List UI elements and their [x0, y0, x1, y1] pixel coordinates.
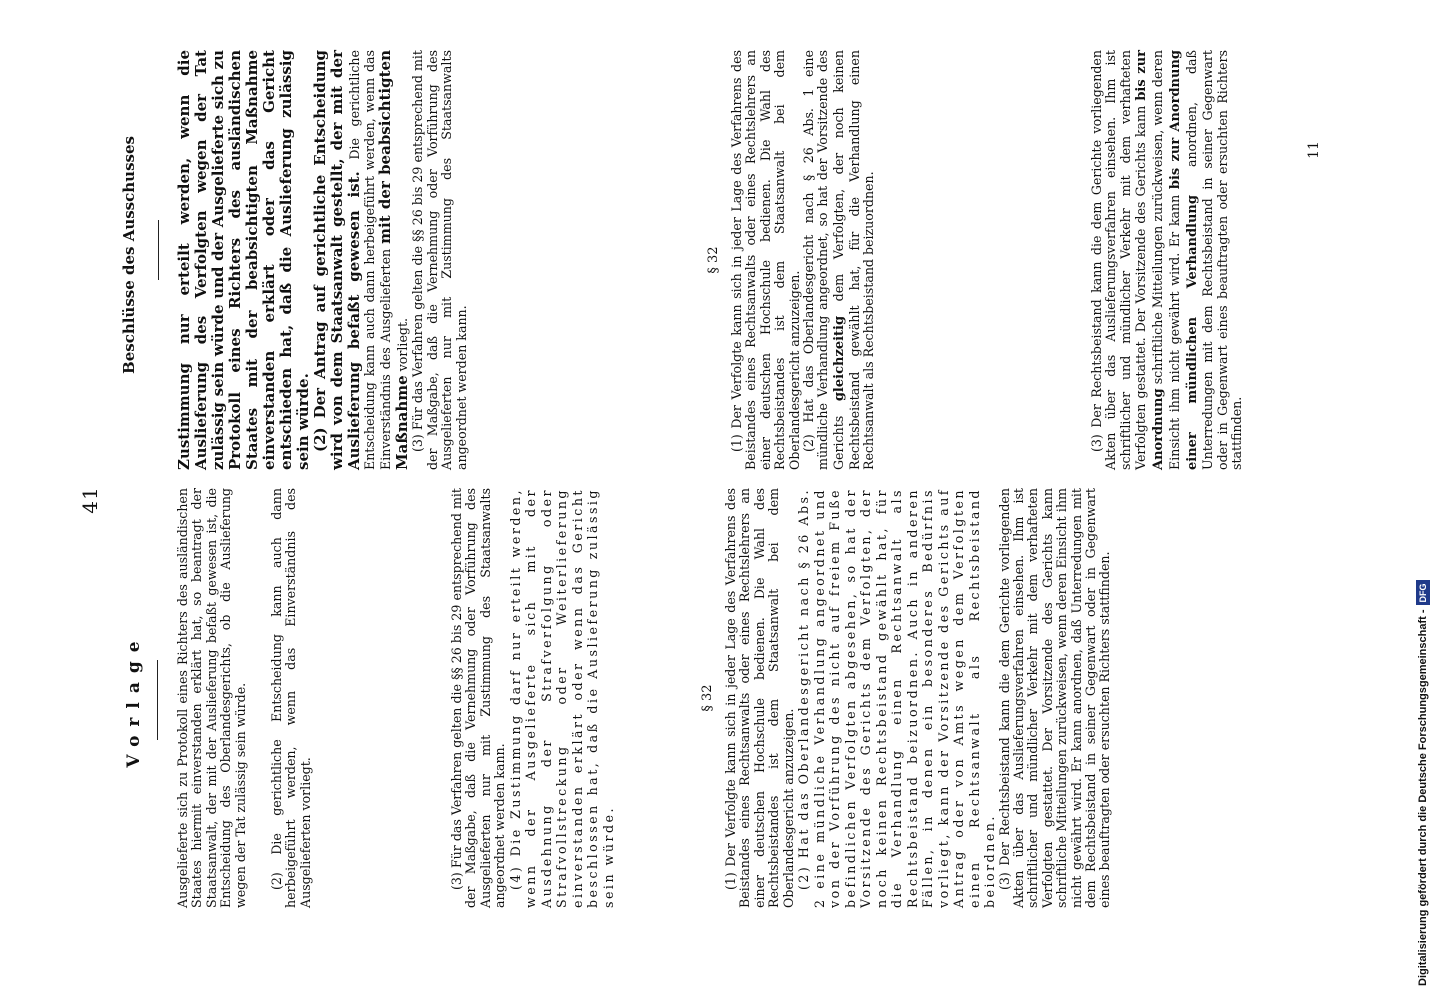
right-text: (2) Hat das Oberlandesgericht nach § 26 Abs. 1 eine mündliche Verhandlung angeordnet, so hat der Vorsitzende des Gerichts [801, 50, 846, 470]
left-paragraph: Ausgelieferte sich zu Protokoll eines Richters des ausländischen Staates hiermit einverstanden erklärt hat, so beantragt der Staatsanwalt, der mit der Auslieferung befaßt gewesen ist, die Entscheidung des Oberlandesgerichts, ob die Auslieferung wegen der Tat zulässig sein würde. [175, 488, 248, 908]
right-text: anordnen, daß Unterredungen mit dem Rechtsbeistand in seiner Gegenwart oder in Gegenwart eines beauftragten oder ersuchten Richters stattfinden. [1184, 50, 1245, 470]
right-text: schriftliche Mitteilungen zurückweisen, wenn deren Einsicht ihm nicht gewährt wird. Er kann [1150, 50, 1183, 470]
left-column-block-2 [450, 488, 616, 908]
left-paragraph: (2) Die gerichtliche Entscheidung kann auch dann herbeigeführt werden, wenn das Einverständnis des Ausgelieferten vorliegt. [269, 488, 313, 908]
left-column-block-3 [724, 488, 1113, 908]
right-text: Die gerichtliche Entscheidung kann auch dann herbeigeführt werden, wenn das Einverständnis des Ausgelieferten [347, 50, 394, 470]
right-column-block-3 [1090, 50, 1244, 470]
dfg-logo: DFG [1416, 580, 1430, 605]
left-paragraph: (3) Der Rechtsbeistand kann die dem Gerichte vorliegenden Akten über das Auslieferungsverfahren einsehen. Ihm ist schriftlicher und mündlicher Verkehr mit dem verhafteten Verfolgten gestattet. Der Vorsitzende des Gerichts kann schriftliche Mitteilungen zurückweisen, wenn deren Einsicht ihm nicht gewährt wird. Er kann anordnen, daß Unterredungen mit dem Rechtsbeistand in seiner Gegenwart oder in Gegenwart eines beauftragten oder ersuchten Richters stattfinden. [996, 488, 1113, 908]
right-paragraph [312, 50, 411, 470]
right-bold-text: mit der beabsichtigten Maßnahme [376, 50, 412, 470]
right-bold-text: gleichzeitig [831, 315, 847, 402]
right-text: (3) Der Rechtsbeistand kann die dem Gerichte vorliegenden Akten über das Auslieferungsverfahren einsehen. Ihm ist schriftlicher und mündlicher Verkehr mit dem verhafteten Verfolgten gestattet. Der Vorsitzende des Gerichts kann [1089, 50, 1149, 470]
right-heading-rule [158, 220, 159, 280]
right-paragraph-bold: Zustimmung nur erteilt werden, wenn die Auslieferung des Verfolgten wegen der Tat zulässig sein würde und der Ausgelieferte sich zu Protokoll eines Richters des ausländischen Staates mit der beabsichtigten Maßnahme einverstanden erklärt oder das Gericht entschieden hat, daß die Auslieferung zulässig sein würde. [175, 50, 312, 470]
left-heading-rule [157, 660, 158, 740]
right-bold-text: bis zur Anordnung einer mündlichen Verhandlung [1168, 50, 1201, 470]
right-paragraph: (3) Für das Verfahren gelten die §§ 26 bis 29 entsprechend mit der Maßgabe, daß die Vernehmung oder Vorführung des Ausgelieferten nur mit Zustimmung des Staatsanwalts angeordnet werden kann. [410, 50, 469, 470]
left-column-block-1 [176, 488, 313, 908]
right-bold-text: (2) Der Antrag auf gerichtliche Entscheidung wird von dem Staatsanwalt gestellt, der mit der Auslieferung befaßt gewesen ist. [311, 50, 363, 470]
credit-text: Digitalisierung gefördert durch die Deutsche Forschungsgemeinschaft - [1417, 609, 1429, 986]
right-paragraph [1090, 50, 1244, 470]
right-text: vorliegt. [395, 317, 411, 372]
right-column-block-2 [730, 50, 877, 470]
credit-line [1412, 0, 1434, 1000]
right-bold-text: bis zur Anordnung [1134, 50, 1167, 470]
left-paragraph: (4) Die Zustimmung darf nur erteilt werden, wenn der Ausgelieferte sich mit der Ausdehnung der Strafverfolgung oder Strafvollstreckung oder Weiterlieferung einverstanden erklärt oder wenn das Gericht beschlossen hat, daß die Auslieferung zulässig sein würde. [507, 488, 616, 908]
digitization-credit [1412, 0, 1434, 1000]
left-paragraph: (1) Der Verfolgte kann sich in jeder Lage des Verfahrens des Beistandes eines Rechtsanwalts oder eines Rechtslehrers an einer deutschen Hochschule bedienen. Die Wahl des Rechtsbeistandes ist dem Staatsanwalt bei dem Oberlandesgericht anzuzeigen. [723, 488, 796, 908]
right-column-block-1 [176, 50, 469, 470]
left-column-heading: Vorlage [124, 632, 144, 768]
page-number: 41 [78, 486, 102, 514]
bottom-page-number: 11 [1306, 141, 1322, 159]
right-column-heading: Beschlüsse des Ausschusses [120, 136, 138, 374]
right-paragraph [802, 50, 877, 470]
right-text: dem Verfolgten, der noch keinen Rechtsbeistand gewählt hat, für die Verhandlung einen Rechtsanwalt als Rechtsbeistand beizuordnen. [830, 50, 877, 470]
right-paragraph: (1) Der Verfolgte kann sich in jeder Lage des Verfahrens des Beistandes eines Rechtsanwalts oder eines Rechtslehrers an einer deutschen Hochschule bedienen. Die Wahl des Rechtsbeistandes ist dem Staatsanwalt bei dem Oberlandesgericht anzuzeigen. [729, 50, 802, 470]
left-section-heading: § 32 [700, 684, 715, 712]
left-paragraph: (2) Hat das Oberlandesgericht nach § 26 Abs. 2 eine mündliche Verhandlung angeordnet und von der Vorführung des nicht auf freiem Fuße befindlichen Verfolgten abgesehen, so hat der Vorsitzende des Gerichts dem Verfolgten, der noch keinen Rechtsbeistand gewählt hat, für die Verhandlung einen Rechtsanwalt als Rechtsbeistand beizuordnen. Auch in anderen Fällen, in denen ein besonderes Bedürfnis vorliegt, kann der Vorsitzende des Gerichts auf Antrag oder von Amts wegen dem Verfolgten einen Rechtsanwalt als Rechtsbeistand beiordnen. [796, 488, 998, 908]
right-section-heading: § 32 [706, 246, 721, 274]
left-paragraph: (3) Für das Verfahren gelten die §§ 26 bis 29 entsprechend mit der Maßgabe, daß die Vernehmung oder Vorführung des Ausgelieferten nur mit Zustimmung des Staatsanwalts angeordnet werden kann. [449, 488, 508, 908]
